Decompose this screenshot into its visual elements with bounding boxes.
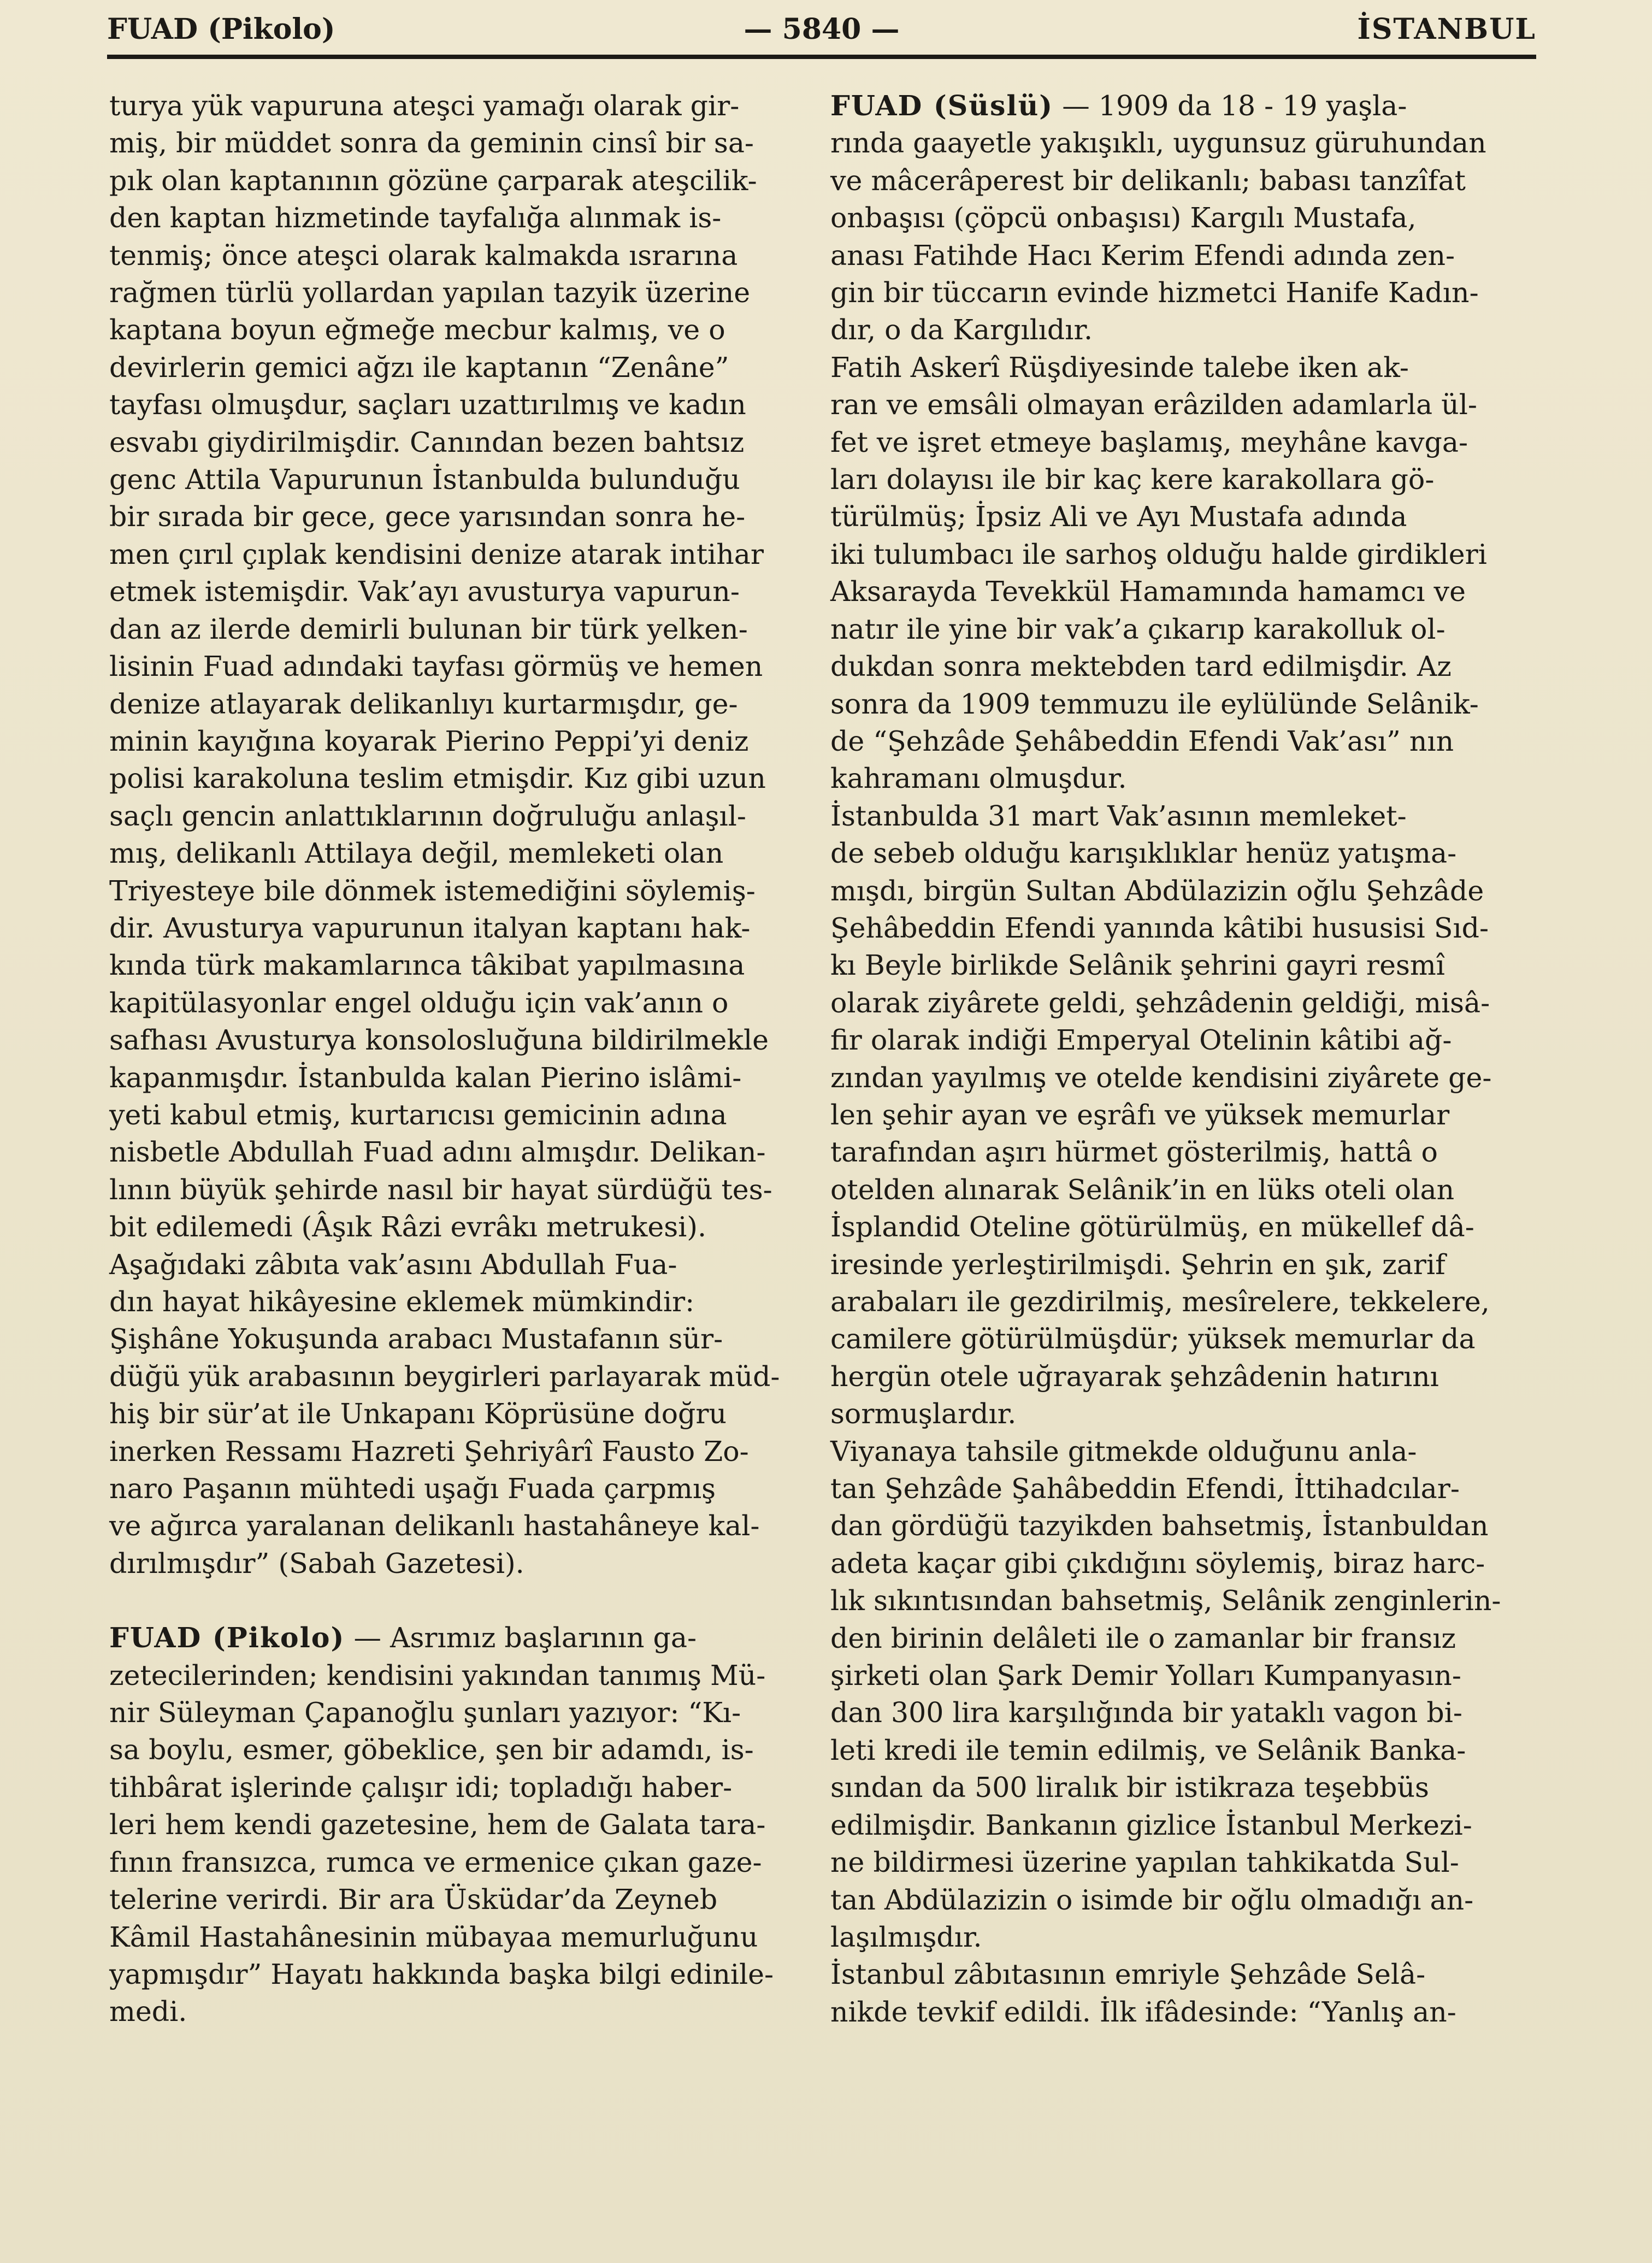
entry-body: — 1909 da 18 - 19 yaşla- rında gaayetle yakışıklı, uygunsuz güruhundan ve mâcerâperest bir delikanlı; babası tanzîfat onbaşısı (çöpcü onbaşısı) Kargılı Mustafa, anası Fatihde Hacı Kerim Efendi adında zen- gin bir tüccarın evinde hizmetci Hanife Kadın- dır, o da Kargılıdır. [830,90,1486,346]
right-paragraph-3: İstanbulda 31 mart Vak’asının memleket- de sebeb olduğu karışıklıklar henüz yatışma- mışdı, birgün Sultan Abdülazizin oğlu Şehzâde Şehâbeddin Efendi yanında kâtibi hususisi Sıd- kı Beyle birlikde Selânik şehrini gayri resmî olarak ziyârete geldi, şehzâdenin geldiği, misâ- fir olarak indiği Emperyal Otelinin kâtibi ağ- zından yayılmış ve otelde kendisini ziyârete ge- len şehir ayan ve eşrâfı ve yüksek memurlar tarafından aşırı hürmet gösterilmiş, hattâ o otelden alınarak Selânik’in en lüks oteli olan İsplandid Oteline götürülmüş, en mükellef dâ- iresinde yerleştirilmişdi. Şehrin en şık, zarif arabaları ile gezdirilmiş, mesîrelere, tekkelere, camilere götürülmüşdür; yüksek memurlar da hergün otele uğrayarak şehzâdenin hatırını sormuşlardır. [830,799,1492,1430]
right-paragraph-4: Viyanaya tahsile gitmekde olduğunu anla- tan Şehzâde Şahâbeddin Efendi, İttihadcılar- dan gördüğü tazyikden bahsetmiş, İstanbuldan adeta kaçar gibi çıkdığını söylemiş, biraz harc- lık sıkıntısından bahsetmiş, Selânik zenginlerin- den birinin delâleti ile o zamanlar bir fransız şirketi olan Şark Demir Yolları Kumpanyasın- dan 300 lira karşılığında bir yataklı vagon bi- leti kredi ile temin edilmiş, ve Selânik Banka- sından da 500 liralık bir istikraza teşebbüs edilmişdir. Bankanın gizlice İstanbul Merkezi- ne bildirmesi üzerine yapılan tahkikatda Sul- tan Abdülazizin o isimde bir oğlu olmadığı an- laşılmışdır. [830,1435,1501,1953]
left-column [109,87,798,2031]
right-paragraph-2: Fatih Askerî Rüşdiyesinde talebe iken ak- ran ve emsâli olmayan erâzilden adamlarla ül- fet ve işret etmeye başlamış, meyhâne kavga- ları dolayısı ile bir kaç kere karakollara gö- türülmüş; İpsiz Ali ve Ayı Mustafa adında iki tulumbacı ile sarhoş olduğu halde girdikleri Aksarayda Tevekkül Hamamında hamamcı ve natır ile yine bir vak’a çıkarıp karakolluk ol- dukdan sonra mektebden tard edilmişdir. Az sonra da 1909 temmuzu ile eylülünde Selânik- de “Şehzâde Şehâbeddin Efendi Vak’ası” nın kahramanı olmuşdur. [830,351,1487,795]
entry-heading: FUAD (Pikolo) [109,1622,345,1654]
header-entry-name: FUAD (Pikolo) [107,13,335,46]
entry-fuad-suslu [830,87,1538,349]
page-number: — 5840 — [744,13,900,46]
left-paragraph-2: Aşağıdaki zâbıta vak’asını Abdullah Fua- dın hayat hikâyesine eklemek mümkindir: Şişhâne Yokuşunda arabacı Mustafanın sür- düğü yük arabasının beygirleri parlayarak müd- hiş bir sür’at ile Unkapanı Köprüsüne doğru inerken Ressamı Hazreti Şehriyârî Fausto Zo- naro Paşanın mühtedi uşağı Fuada çarpmış ve ağırca yaralanan delikanlı hastahâneye kal- dırılmışdır” (Sabah Gazetesi). [109,1248,780,1580]
entry-fuad-pikolo [109,1619,798,2030]
header-section: İSTANBUL [1357,13,1536,46]
left-paragraph-1: turya yük vapuruna ateşci yamağı olarak gir- miş, bir müddet sonra da geminin cinsî bir sa- pık olan kaptanının gözüne çarparak ateşcilik- den kaptan hizmetinde tayfalığa alınmak is- tenmiş; önce ateşci olarak kalmakda ısrarına rağmen türlü yollardan yapılan tazyik üzerine kaptana boyun eğmeğe mecbur kalmış, ve o devirlerin gemici ağzı ile kaptanın “Zenâne” tayfası olmuşdur, saçları uzattırılmış ve kadın esvabı giydirilmişdir. Canından bezen bahtsız genc Attila Vapurunun İstanbulda bulunduğu bir sırada bir gece, gece yarısından sonra he- men çırıl çıplak kendisini denize atarak intihar etmek istemişdir. Vak’ayı avusturya vapurun- dan az ilerde demirli bulunan bir türk yelken- lisinin Fuad adındaki tayfası görmüş ve hemen denize atlayarak delikanlıyı kurtarmışdır, ge- minin kayığına koyarak Pierino Peppi’yi deniz polisi karakoluna teslim etmişdir. Kız gibi uzun saçlı gencin anlattıklarının doğruluğu anlaşıl- mış, delikanlı Attilaya değil, memleketi olan Triyesteye bile dönmek istemediğini söylemiş- dir. Avusturya vapurunun italyan kaptanı hak- kında türk makamlarınca tâkibat yapılmasına kapitülasyonlar engel olduğu için vak’anın o safhası Avusturya konsolosluğuna bildirilmekle kapanmışdır. İstanbulda kalan Pierino islâmi- yeti kabul etmiş, kurtarıcısı gemicinin adına nisbetle Abdullah Fuad adını almışdır. Delikan- lının büyük şehirde nasıl bir hayat sürdüğü tes- bit edilemedi (Âşık Râzi evrâkı metrukesi). [109,90,772,1244]
header-rule [107,55,1536,59]
right-paragraph-5: İstanbul zâbıtasının emriyle Şehzâde Selâ- nikde tevkif edildi. İlk ifâdesinde: “Yanlış an- [830,1958,1456,2028]
entry-heading: FUAD (Süslü) [830,90,1054,122]
running-head [107,7,1536,52]
entry-body: — Asrımız başlarının ga- zetecilerinden; kendisini yakından tanımış Mü- nir Süleyman Çapanoğlu şunları yazıyor: “Kı- sa boylu, esmer, göbeklice, şen bir adamdı, is- tihbârat işlerinde çalışır idi; topladığı haber- leri hem kendi gazetesine, hem de Galata tara- fının fransızca, rumca ve ermenice çıkan gaze- telerine verirdi. Bir ara Üsküdar’da Zeyneb Kâmil Hastahânesinin mübayaa memurluğunu yapmışdır” Hayatı hakkında başka bilgi edinile- medi. [109,1622,774,2028]
right-column [830,87,1538,2031]
entry-separator [109,1582,798,1619]
